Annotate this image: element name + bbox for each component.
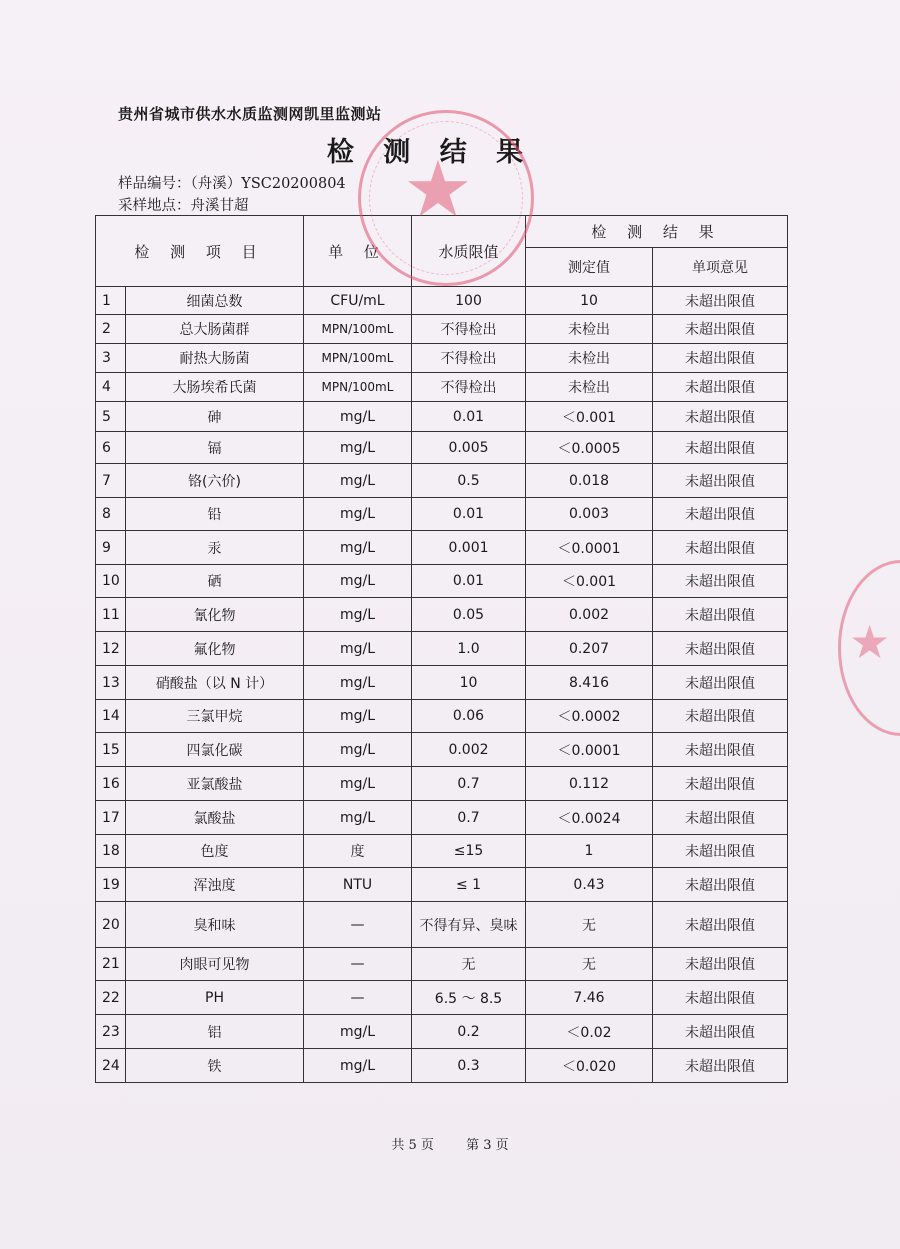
item-name: 色度	[126, 835, 304, 868]
measured-value: 未检出	[526, 373, 653, 402]
row-number: 20	[96, 902, 126, 948]
table-row	[96, 632, 788, 666]
results-table	[95, 215, 788, 1083]
limit-cell: 不得检出	[412, 315, 526, 344]
opinion-cell: 未超出限值	[653, 1049, 788, 1083]
table-row	[96, 432, 788, 464]
row-number: 16	[96, 767, 126, 801]
item-name: 肉眼可见物	[126, 948, 304, 981]
item-name: 汞	[126, 531, 304, 565]
table-row	[96, 801, 788, 835]
measured-value: 无	[526, 948, 653, 981]
limit-cell: 0.01	[412, 498, 526, 531]
measured-value: ＜0.0002	[526, 700, 653, 733]
header-result: 检 测 结 果	[526, 216, 788, 248]
measured-value: 10	[526, 287, 653, 315]
item-name: 臭和味	[126, 902, 304, 948]
item-name: 砷	[126, 402, 304, 432]
unit-cell: mg/L	[304, 666, 412, 700]
unit-cell: —	[304, 948, 412, 981]
row-number: 15	[96, 733, 126, 767]
limit-cell: 不得检出	[412, 373, 526, 402]
limit-cell: 0.01	[412, 402, 526, 432]
opinion-cell: 未超出限值	[653, 373, 788, 402]
opinion-cell: 未超出限值	[653, 464, 788, 498]
row-number: 21	[96, 948, 126, 981]
sample-location: 采样地点：舟溪甘超	[118, 198, 249, 214]
row-number: 8	[96, 498, 126, 531]
table-row	[96, 666, 788, 700]
limit-cell: 0.2	[412, 1015, 526, 1049]
measured-value: ＜0.020	[526, 1049, 653, 1083]
table-row	[96, 868, 788, 902]
measured-value: 8.416	[526, 666, 653, 700]
item-name: 铝	[126, 1015, 304, 1049]
unit-cell: MPN/100mL	[304, 373, 412, 402]
row-number: 12	[96, 632, 126, 666]
opinion-cell: 未超出限值	[653, 767, 788, 801]
measured-value: 0.003	[526, 498, 653, 531]
opinion-cell: 未超出限值	[653, 287, 788, 315]
opinion-cell: 未超出限值	[653, 835, 788, 868]
unit-cell: mg/L	[304, 733, 412, 767]
item-name: 硒	[126, 565, 304, 598]
unit-cell: mg/L	[304, 767, 412, 801]
item-name: 亚氯酸盐	[126, 767, 304, 801]
limit-cell: 0.01	[412, 565, 526, 598]
limit-cell: 0.7	[412, 767, 526, 801]
total-pages: 共 5 页	[391, 1138, 434, 1153]
row-number: 10	[96, 565, 126, 598]
measured-value: 未检出	[526, 344, 653, 373]
table-row	[96, 565, 788, 598]
unit-cell: mg/L	[304, 632, 412, 666]
measured-value: 0.43	[526, 868, 653, 902]
table-row	[96, 344, 788, 373]
item-name: 浑浊度	[126, 868, 304, 902]
limit-cell: 6.5 ～ 8.5	[412, 981, 526, 1015]
table-row	[96, 598, 788, 632]
table-row	[96, 733, 788, 767]
limit-cell: 0.001	[412, 531, 526, 565]
measured-value: 0.018	[526, 464, 653, 498]
unit-cell: MPN/100mL	[304, 315, 412, 344]
row-number: 9	[96, 531, 126, 565]
item-name: 铁	[126, 1049, 304, 1083]
limit-cell: 0.3	[412, 1049, 526, 1083]
opinion-cell: 未超出限值	[653, 902, 788, 948]
opinion-cell: 未超出限值	[653, 598, 788, 632]
unit-cell: MPN/100mL	[304, 344, 412, 373]
unit-cell: mg/L	[304, 1049, 412, 1083]
limit-cell: ≤ 1	[412, 868, 526, 902]
opinion-cell: 未超出限值	[653, 733, 788, 767]
unit-cell: mg/L	[304, 700, 412, 733]
table-body	[96, 287, 788, 1083]
row-number: 24	[96, 1049, 126, 1083]
measured-value: 0.207	[526, 632, 653, 666]
unit-cell: 度	[304, 835, 412, 868]
unit-cell: mg/L	[304, 402, 412, 432]
item-name: 氯酸盐	[126, 801, 304, 835]
row-number: 19	[96, 868, 126, 902]
table-row	[96, 287, 788, 315]
item-name: 耐热大肠菌	[126, 344, 304, 373]
limit-cell: 10	[412, 666, 526, 700]
row-number: 2	[96, 315, 126, 344]
header-opinion: 单项意见	[653, 248, 788, 287]
table-row	[96, 835, 788, 868]
header-limit: 水质限值	[412, 216, 526, 287]
table-row	[96, 948, 788, 981]
item-name: 氰化物	[126, 598, 304, 632]
table-row	[96, 1015, 788, 1049]
star-icon: ★	[849, 615, 891, 669]
measured-value: ＜0.001	[526, 565, 653, 598]
opinion-cell: 未超出限值	[653, 498, 788, 531]
measured-value: ＜0.0001	[526, 531, 653, 565]
limit-cell: 0.05	[412, 598, 526, 632]
row-number: 17	[96, 801, 126, 835]
row-number: 3	[96, 344, 126, 373]
measured-value: 无	[526, 902, 653, 948]
table-row	[96, 402, 788, 432]
opinion-cell: 未超出限值	[653, 344, 788, 373]
table-row	[96, 700, 788, 733]
measured-value: ＜0.0005	[526, 432, 653, 464]
item-name: 三氯甲烷	[126, 700, 304, 733]
organization-name: 贵州省城市供水水质监测网凯里监测站	[118, 105, 382, 123]
star-icon: ★	[403, 145, 473, 235]
opinion-cell: 未超出限值	[653, 948, 788, 981]
unit-cell: mg/L	[304, 598, 412, 632]
current-page: 第 3 页	[466, 1138, 509, 1153]
row-number: 6	[96, 432, 126, 464]
measured-value: ＜0.0001	[526, 733, 653, 767]
sample-number: 样品编号：（舟溪）YSC20200804	[118, 176, 346, 192]
item-name: 大肠埃希氏菌	[126, 373, 304, 402]
measured-value: 0.002	[526, 598, 653, 632]
limit-cell: 0.005	[412, 432, 526, 464]
measured-value: 未检出	[526, 315, 653, 344]
item-name: 细菌总数	[126, 287, 304, 315]
table-row	[96, 315, 788, 344]
opinion-cell: 未超出限值	[653, 531, 788, 565]
opinion-cell: 未超出限值	[653, 432, 788, 464]
unit-cell: mg/L	[304, 801, 412, 835]
row-number: 11	[96, 598, 126, 632]
table-row	[96, 373, 788, 402]
opinion-cell: 未超出限值	[653, 315, 788, 344]
measured-value: 7.46	[526, 981, 653, 1015]
limit-cell: 1.0	[412, 632, 526, 666]
limit-cell: 不得检出	[412, 344, 526, 373]
item-name: 四氯化碳	[126, 733, 304, 767]
opinion-cell: 未超出限值	[653, 700, 788, 733]
unit-cell: CFU/mL	[304, 287, 412, 315]
measured-value: ＜0.02	[526, 1015, 653, 1049]
opinion-cell: 未超出限值	[653, 801, 788, 835]
page-footer	[0, 1134, 900, 1153]
opinion-cell: 未超出限值	[653, 1015, 788, 1049]
item-name: 氟化物	[126, 632, 304, 666]
opinion-cell: 未超出限值	[653, 981, 788, 1015]
unit-cell: mg/L	[304, 498, 412, 531]
row-number: 4	[96, 373, 126, 402]
row-number: 14	[96, 700, 126, 733]
row-number: 23	[96, 1015, 126, 1049]
table-row	[96, 902, 788, 948]
header-measured: 测定值	[526, 248, 653, 287]
limit-cell: 不得有异、臭味	[412, 902, 526, 948]
row-number: 1	[96, 287, 126, 315]
measured-value: ＜0.001	[526, 402, 653, 432]
page-title: 检 测 结 果	[326, 137, 534, 168]
unit-cell: —	[304, 981, 412, 1015]
measured-value: 1	[526, 835, 653, 868]
row-number: 5	[96, 402, 126, 432]
unit-cell: —	[304, 902, 412, 948]
opinion-cell: 未超出限值	[653, 868, 788, 902]
limit-cell: ≤15	[412, 835, 526, 868]
measured-value: ＜0.0024	[526, 801, 653, 835]
item-name: 镉	[126, 432, 304, 464]
unit-cell: NTU	[304, 868, 412, 902]
unit-cell: mg/L	[304, 565, 412, 598]
header-unit: 单 位	[304, 216, 412, 287]
unit-cell: mg/L	[304, 531, 412, 565]
opinion-cell: 未超出限值	[653, 565, 788, 598]
limit-cell: 0.002	[412, 733, 526, 767]
unit-cell: mg/L	[304, 464, 412, 498]
limit-cell: 无	[412, 948, 526, 981]
table-row	[96, 531, 788, 565]
limit-cell: 100	[412, 287, 526, 315]
measured-value: 0.112	[526, 767, 653, 801]
limit-cell: 0.5	[412, 464, 526, 498]
item-name: 铬(六价)	[126, 464, 304, 498]
item-name: 硝酸盐（以 N 计）	[126, 666, 304, 700]
unit-cell: mg/L	[304, 432, 412, 464]
row-number: 7	[96, 464, 126, 498]
table-row	[96, 981, 788, 1015]
opinion-cell: 未超出限值	[653, 666, 788, 700]
item-name: 铅	[126, 498, 304, 531]
table-row	[96, 498, 788, 531]
opinion-cell: 未超出限值	[653, 402, 788, 432]
opinion-cell: 未超出限值	[653, 632, 788, 666]
table-row	[96, 1049, 788, 1083]
item-name: PH	[126, 981, 304, 1015]
limit-cell: 0.7	[412, 801, 526, 835]
limit-cell: 0.06	[412, 700, 526, 733]
table-row	[96, 464, 788, 498]
row-number: 18	[96, 835, 126, 868]
row-number: 13	[96, 666, 126, 700]
header-item: 检 测 项 目	[96, 216, 304, 287]
table-row	[96, 767, 788, 801]
unit-cell: mg/L	[304, 1015, 412, 1049]
row-number: 22	[96, 981, 126, 1015]
item-name: 总大肠菌群	[126, 315, 304, 344]
